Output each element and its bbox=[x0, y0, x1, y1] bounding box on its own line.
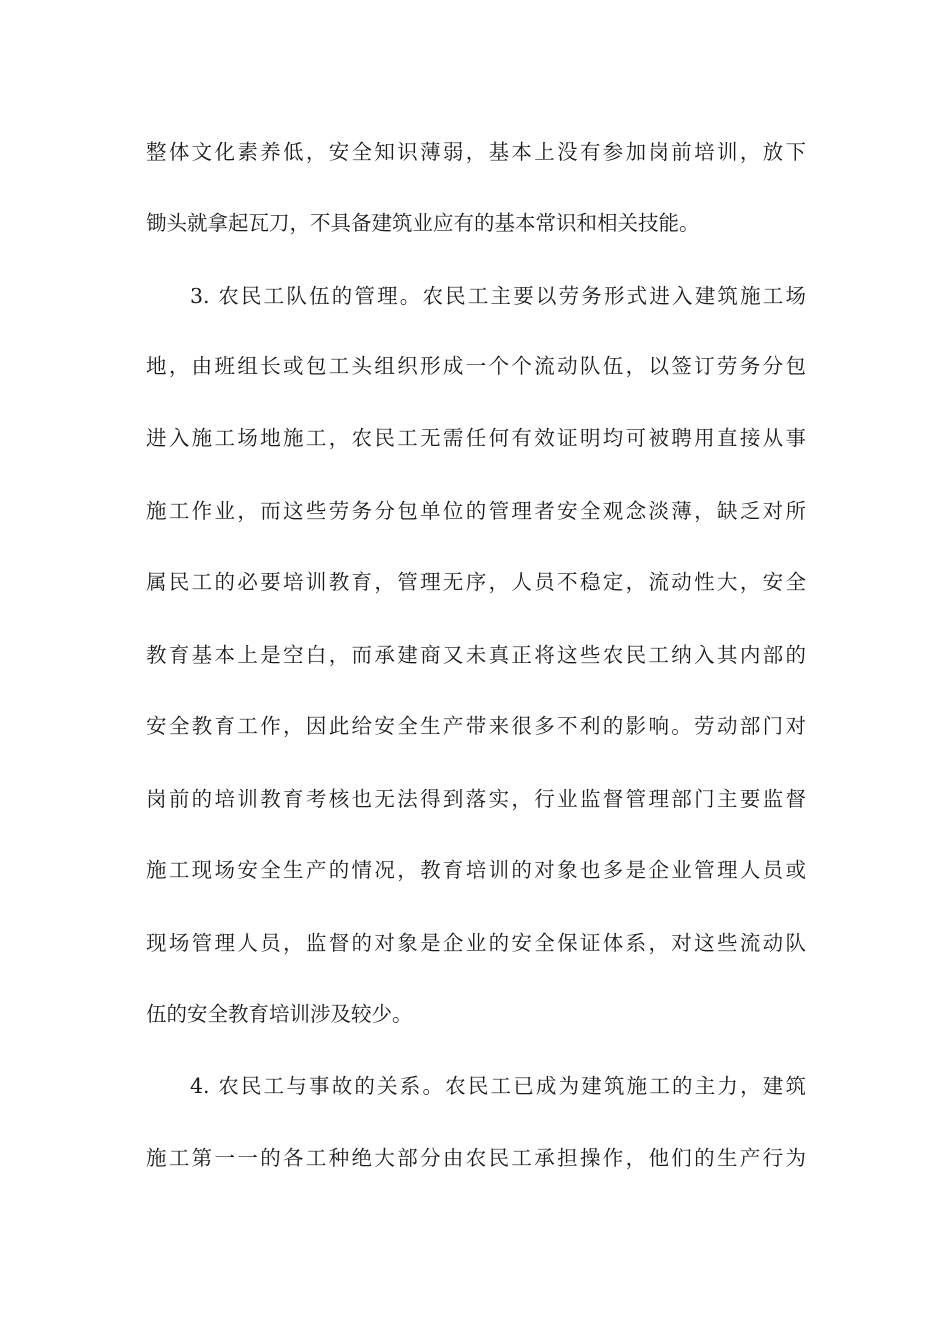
text-line: 3. 农民工队伍的管理。农民工主要以劳务形式进入建筑施工场 bbox=[190, 284, 806, 308]
text-line: 整体文化素养低，安全知识薄弱，基本上没有参加岗前培训，放下 bbox=[146, 140, 806, 164]
text-line: 进入施工场地施工，农民工无需任何有效证明均可被聘用直接从事 bbox=[146, 426, 806, 450]
text-line: 现场管理人员，监督的对象是企业的安全保证体系，对这些流动队 bbox=[146, 931, 806, 955]
text-line: 安全教育工作，因此给安全生产带来很多不利的影响。劳动部门对 bbox=[146, 714, 806, 738]
text-line: 4. 农民工与事故的关系。农民工已成为建筑施工的主力，建筑 bbox=[190, 1074, 806, 1098]
text-line: 伍的安全教育培训涉及较少。 bbox=[146, 1002, 413, 1026]
text-line: 地，由班组长或包工头组织形成一个个流动队伍，以签订劳务分包 bbox=[146, 354, 806, 378]
text-line: 岗前的培训教育考核也无法得到落实，行业监督管理部门主要监督 bbox=[146, 787, 806, 811]
text-line: 施工第一一的各工种绝大部分由农民工承担操作，他们的生产行为 bbox=[146, 1146, 806, 1170]
text-line: 锄头就拿起瓦刀，不具备建筑业应有的基本常识和相关技能。 bbox=[146, 211, 700, 235]
text-line: 施工现场安全生产的情况，教育培训的对象也多是企业管理人员或 bbox=[146, 858, 806, 882]
text-line: 施工作业，而这些劳务分包单位的管理者安全观念淡薄，缺乏对所 bbox=[146, 499, 806, 523]
text-line: 属民工的必要培训教育，管理无序，人员不稳定，流动性大，安全 bbox=[146, 570, 806, 594]
text-line: 教育基本上是空白，而承建商又未真正将这些农民工纳入其内部的 bbox=[146, 643, 806, 667]
